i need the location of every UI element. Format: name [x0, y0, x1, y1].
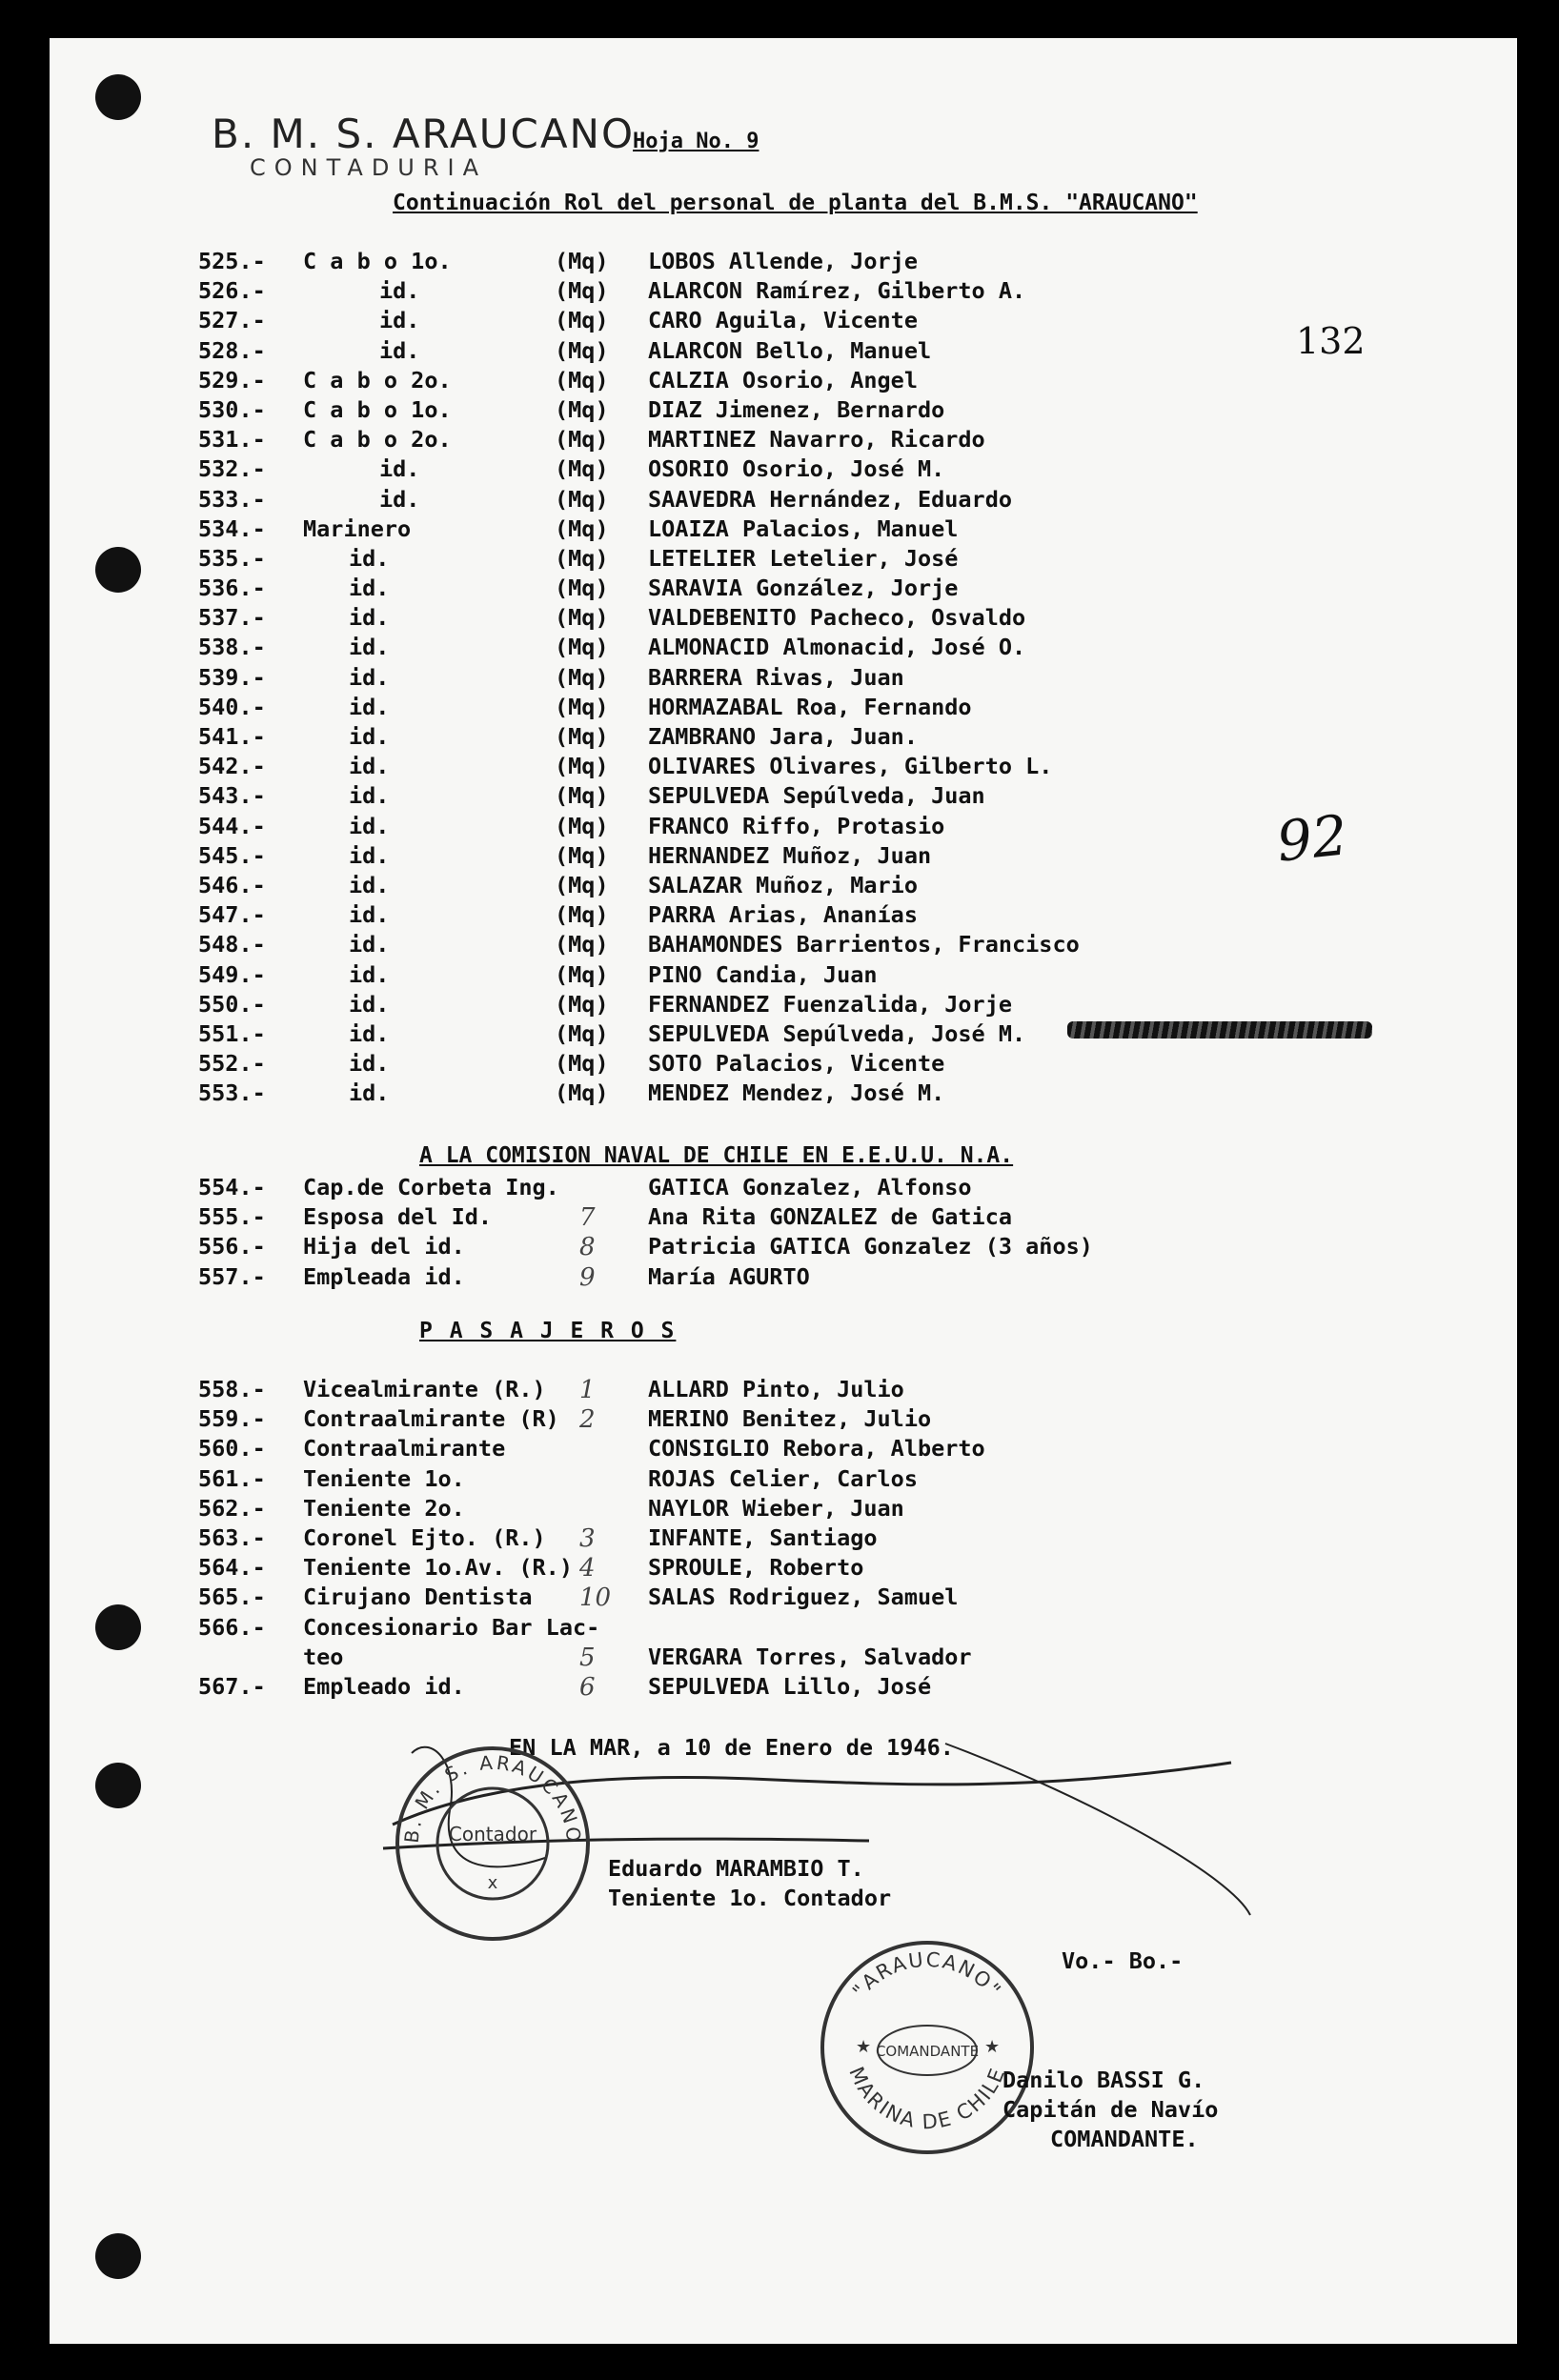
- punch-hole: [95, 2233, 141, 2279]
- document-title: Continuación Rol del personal de planta del B.M.S. "ARAUCANO": [393, 191, 1198, 215]
- passenger-row: 558.- Vicealmirante (R.) 1 ALLARD Pinto, Julio: [198, 1376, 904, 1404]
- comandante-seal-label: COMANDANTE: [875, 2043, 980, 2060]
- passenger-row: 560.- Contraalmirante CONSIGLIO Rebora, Alberto: [198, 1435, 985, 1462]
- scribble-strikethrough: [1067, 1021, 1372, 1039]
- punch-hole: [95, 547, 141, 593]
- place-and-date: EN LA MAR, a 10 de Enero de 1946.: [509, 1734, 954, 1761]
- crew-row: 551.- id. (Mq) SEPULVEDA Sepúlveda, José M.: [198, 1019, 1026, 1047]
- crew-row: 543.- id. (Mq) SEPULVEDA Sepúlveda, Juan: [198, 782, 985, 810]
- crew-row: 535.- id. (Mq) LETELIER Letelier, José: [198, 544, 959, 572]
- crew-row: 538.- id. (Mq) ALMONACID Almonacid, José O.: [198, 634, 1026, 661]
- crew-row: 548.- id. (Mq) BAHAMONDES Barrientos, Francisco: [198, 931, 1080, 958]
- crew-row: 541.- id. (Mq) ZAMBRANO Jara, Juan.: [198, 723, 918, 750]
- passenger-row: 563.- Coronel Ejto. (R.) 3 INFANTE, Santiago: [198, 1523, 878, 1553]
- passenger-row: 567.- Empleado id. 6 SEPULVEDA Lillo, José: [198, 1672, 932, 1702]
- crew-row: 537.- id. (Mq) VALDEBENITO Pacheco, Osvaldo: [198, 604, 1026, 632]
- svg-text:"ARAUCANO": "ARAUCANO": [848, 1947, 1006, 2003]
- crew-row: 525.- C a b o 1o. (Mq) LOBOS Allende, Jorje: [198, 248, 918, 274]
- crew-row: 553.- id. (Mq) MENDEZ Mendez, José M.: [198, 1079, 945, 1107]
- crew-row: 547.- id. (Mq) PARRA Arias, Ananías: [198, 901, 918, 929]
- commission-heading: A LA COMISION NAVAL DE CHILE EN E.E.U.U. N.A.: [419, 1143, 1014, 1168]
- ship-stamp: B. M. S. ARAUCANO: [212, 111, 636, 157]
- crew-row: 536.- id. (Mq) SARAVIA González, Jorje: [198, 575, 959, 602]
- commander-rank: Capitán de Navío: [1002, 2096, 1219, 2123]
- passenger-row: 561.- Teniente 1o. ROJAS Celier, Carlos: [198, 1464, 918, 1492]
- crew-row: 539.- id. (Mq) BARRERA Rivas, Juan: [198, 663, 904, 691]
- commission-list: [50, 1174, 1517, 1293]
- crew-row: 526.- id. (Mq) ALARCON Ramírez, Gilberto A.: [198, 277, 1026, 305]
- crew-row: 530.- C a b o 1o. (Mq) DIAZ Jimenez, Bernardo: [198, 395, 945, 423]
- crew-row: 545.- id. (Mq) HERNANDEZ Muñoz, Juan: [198, 841, 932, 869]
- contador-seal-mark: x: [487, 1873, 498, 1893]
- document-sheet: [50, 38, 1517, 2344]
- handwritten-note: 92: [1273, 802, 1351, 875]
- punch-hole: [95, 74, 141, 120]
- passenger-row: 562.- Teniente 2o. NAYLOR Wieber, Juan: [198, 1494, 904, 1522]
- crew-row: 528.- id. (Mq) ALARCON Bello, Manuel: [198, 336, 932, 364]
- crew-row: 534.- Marinero (Mq) LOAIZA Palacios, Manuel: [198, 514, 959, 542]
- crew-row: 550.- id. (Mq) FERNANDEZ Fuenzalida, Jorje: [198, 990, 1013, 1018]
- svg-text:B. M. S. ARAUCANO: B. M. S. ARAUCANO: [399, 1750, 586, 1846]
- punch-hole: [95, 1604, 141, 1650]
- accounting-stamp: CONTADURIA: [250, 154, 488, 181]
- commission-row: 557.- Empleada id. 9 María AGURTO: [198, 1262, 810, 1292]
- crew-row: 549.- id. (Mq) PINO Candia, Juan: [198, 960, 878, 988]
- crew-row: 546.- id. (Mq) SALAZAR Muñoz, Mario: [198, 871, 918, 898]
- commander-name: Danilo BASSI G.: [1002, 2067, 1205, 2093]
- sheet-number: Hoja No. 9: [633, 130, 759, 153]
- contador-seal-label: Contador: [448, 1823, 537, 1846]
- crew-row: 542.- id. (Mq) OLIVARES Olivares, Gilberto L.: [198, 753, 1053, 780]
- commander-title: COMANDANTE.: [1050, 2126, 1199, 2152]
- contador-seal: [393, 1744, 593, 1944]
- passenger-list: [50, 1376, 1517, 1703]
- crew-list: [50, 248, 1517, 1109]
- page-number: 132: [1296, 320, 1366, 362]
- passenger-row: 559.- Contraalmirante (R) 2 MERINO Benitez, Julio: [198, 1405, 932, 1435]
- passenger-row: 565.- Cirujano Dentista 10 SALAS Rodriguez, Samuel: [198, 1583, 959, 1613]
- commander-signature-block: [1002, 2066, 1218, 2154]
- commission-row: 555.- Esposa del Id. 7 Ana Rita GONZALEZ de Gatica: [198, 1203, 1013, 1233]
- passenger-row: 566.- Concesionario Bar Lac-: [198, 1613, 600, 1641]
- commission-row: 556.- Hija del id. 8 Patricia GATICA Gonzalez (3 años): [198, 1233, 1093, 1262]
- crew-row: 529.- C a b o 2o. (Mq) CALZIA Osorio, Angel: [198, 366, 918, 393]
- accountant-name: Eduardo MARAMBIO T.: [608, 1855, 864, 1882]
- passenger-row: teo 5 VERGARA Torres, Salvador: [303, 1643, 972, 1672]
- crew-row: 527.- id. (Mq) CARO Aguila, Vicente: [198, 307, 918, 334]
- accountant-signature-block: [608, 1854, 891, 1913]
- passenger-row: 564.- Teniente 1o.Av. (R.) 4 SPROULE, Roberto: [198, 1554, 864, 1583]
- star-icon: ★: [984, 2037, 1001, 2057]
- crew-row: 552.- id. (Mq) SOTO Palacios, Vicente: [198, 1050, 945, 1078]
- crew-row: 540.- id. (Mq) HORMAZABAL Roa, Fernando: [198, 693, 972, 720]
- commission-row: 554.- Cap.de Corbeta Ing. GATICA Gonzalez, Alfonso: [198, 1174, 972, 1200]
- star-icon: ★: [856, 2037, 872, 2057]
- passengers-heading: P A S A J E R O S: [419, 1319, 677, 1343]
- punch-hole: [95, 1763, 141, 1808]
- crew-row: 532.- id. (Mq) OSORIO Osorio, José M.: [198, 455, 945, 483]
- crew-row: 544.- id. (Mq) FRANCO Riffo, Protasio: [198, 812, 945, 839]
- crew-row: 533.- id. (Mq) SAAVEDRA Hernández, Eduardo: [198, 485, 1013, 513]
- approval-label: Vo.- Bo.-: [1062, 1947, 1184, 1974]
- svg-text:MARINA DE CHILE: MARINA DE CHILE: [844, 2063, 1010, 2134]
- accountant-title: Teniente 1o. Contador: [608, 1885, 892, 1911]
- crew-row: 531.- C a b o 2o. (Mq) MARTINEZ Navarro, Ricardo: [198, 426, 985, 454]
